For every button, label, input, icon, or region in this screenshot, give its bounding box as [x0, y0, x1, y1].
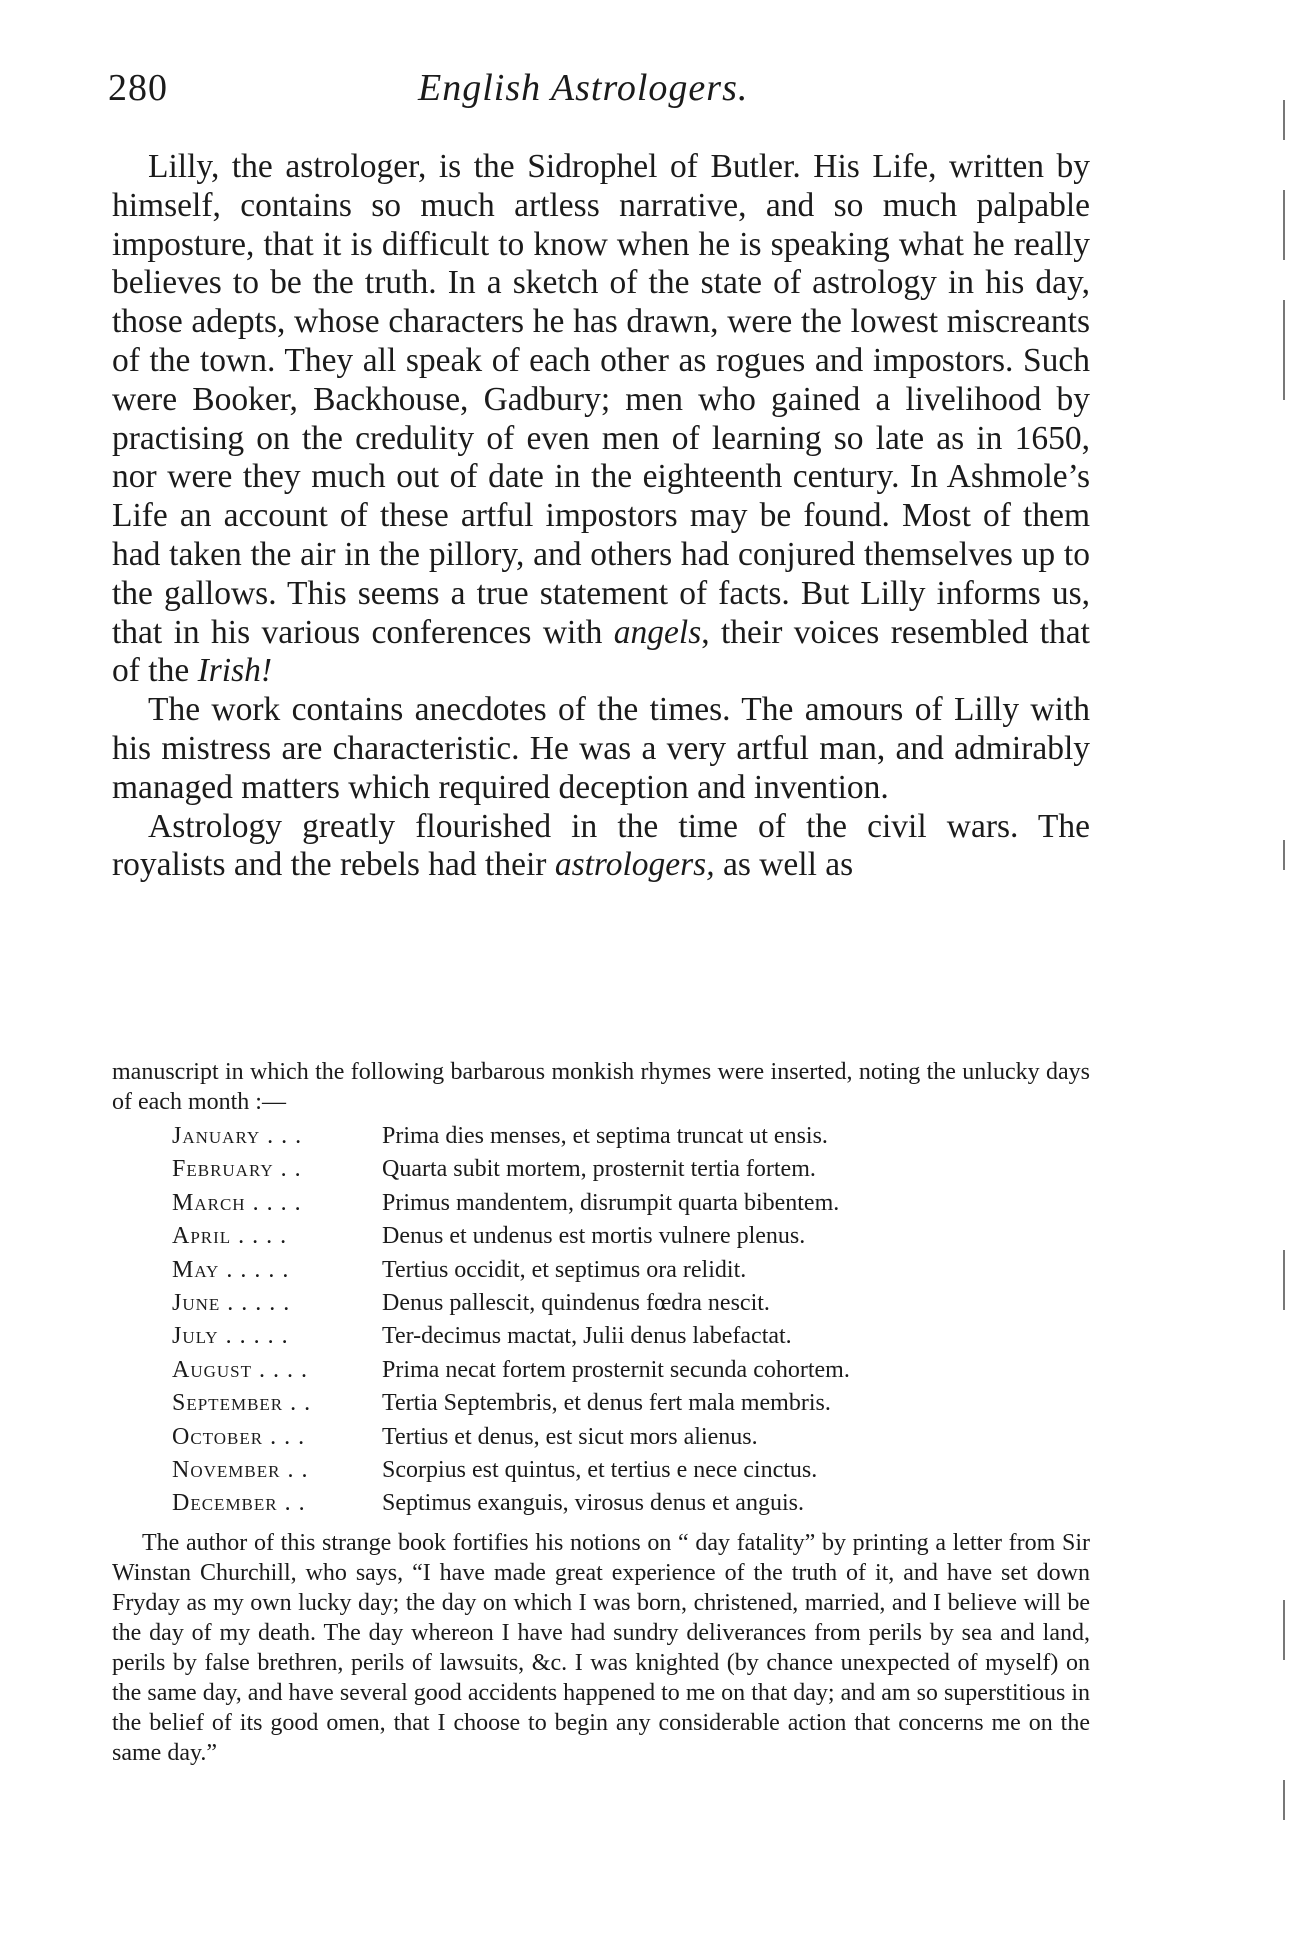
- month-verse: Tertius et denus, est sicut mors alienus.: [382, 1423, 758, 1450]
- running-head: [108, 66, 1088, 126]
- paragraph-text: as well as: [714, 846, 854, 884]
- italic-word: astrologers,: [554, 846, 715, 884]
- list-item: [172, 1355, 1042, 1388]
- italic-word: Irish!: [197, 652, 273, 690]
- list-item: [172, 1121, 1042, 1154]
- margin-mark: [1283, 300, 1285, 400]
- month-name: December . .: [172, 1490, 306, 1517]
- month-name: May . . . . .: [172, 1256, 290, 1283]
- list-item: [172, 1422, 1042, 1455]
- month-rhymes-list: [172, 1121, 1042, 1522]
- month-name: March . . . .: [172, 1189, 302, 1216]
- list-item: [172, 1255, 1042, 1288]
- month-verse: Prima dies menses, et septima truncat ut ensis.: [382, 1123, 828, 1149]
- footnote: [112, 1057, 1090, 1768]
- month-verse: Quarta subit mortem, prosternit tertia fortem.: [382, 1156, 816, 1183]
- month-name: September . .: [172, 1390, 312, 1417]
- month-name: August . . . .: [172, 1356, 309, 1383]
- month-verse: Denus et undenus est mortis vulnere plenus.: [382, 1223, 806, 1250]
- month-verse: Primus mandentem, disrumpit quarta bibentem.: [382, 1189, 840, 1216]
- month-verse: Prima necat fortem prosternit secunda cohortem.: [382, 1356, 850, 1383]
- month-verse: Denus pallescit, quindenus fœdra nescit.: [382, 1289, 770, 1316]
- month-name: November . .: [172, 1456, 309, 1483]
- month-verse: Septimus exanguis, virosus denus et anguis.: [382, 1490, 804, 1517]
- list-item: [172, 1321, 1042, 1354]
- paragraph-lilly: [112, 148, 1090, 691]
- running-title: English Astrologers.: [418, 67, 749, 109]
- list-item: [172, 1188, 1042, 1221]
- month-name: October . . .: [172, 1423, 306, 1450]
- month-name: January . . .: [172, 1123, 303, 1149]
- page-number: 280: [108, 67, 168, 109]
- italic-word: angels: [613, 613, 702, 651]
- list-item: [172, 1154, 1042, 1187]
- scan-margin-marks: [1283, 100, 1285, 1900]
- margin-mark: [1283, 190, 1285, 260]
- margin-mark: [1283, 1250, 1285, 1310]
- list-item: [172, 1455, 1042, 1488]
- paragraph-anecdotes: The work contains anecdotes of the times. The amours of Lilly with his mistress are characteristic. He was a very artful man, and admirably managed matters which required deception and invention.: [112, 691, 1090, 806]
- month-name: April . . . .: [172, 1223, 288, 1250]
- footnote-intro: manuscript in which the following barbarous monkish rhymes were inserted, noting the unlucky days of each month :—: [112, 1059, 1090, 1115]
- paragraph-text: Lilly, the astrologer, is the Sidrophel of Butler. His Life, written by himself, contains so much artless narrative, and so much palpable imposture, that it is difficult to know when he is speaking what he really believes to be the truth. In a sketch of the state of astrology in his day, those adepts, whose characters he has drawn, were the lowest miscreants of the town. They all speak of each other as rogues and impostors. Such were Booker, Backhouse, Gadbury; men who gained a livelihood by practising on the credulity of even men of learning so late as in 1650, nor were they much out of date in the eighteenth century. In Ashmole’s Life an account of these artful impostors may be found. Most of them had taken the air in the pillory, and others had conjured themselves up to the gallows. This seems a true statement of facts. But Lilly informs us, that in his various conferences with: [112, 148, 1090, 651]
- month-name: July . . . . .: [172, 1323, 289, 1350]
- main-text: [112, 148, 1090, 885]
- list-item: [172, 1288, 1042, 1321]
- month-verse: Tertius occidit, et septimus ora relidit.: [382, 1256, 747, 1283]
- paragraph-civil-wars: [112, 808, 1090, 886]
- margin-mark: [1283, 1780, 1285, 1820]
- month-verse: Scorpius est quintus, et tertius e nece cinctus.: [382, 1456, 818, 1483]
- paragraph-text: Astrology greatly flourished in the time of the civil wars. The royalists and the rebels had their: [112, 807, 1090, 884]
- paragraph-text: , their voices resembled that of the: [112, 613, 1090, 690]
- margin-mark: [1283, 100, 1285, 140]
- list-item: [172, 1388, 1042, 1421]
- month-name: February . .: [172, 1156, 302, 1183]
- month-verse: Ter-decimus mactat, Julii denus labefactat.: [382, 1323, 792, 1350]
- margin-mark: [1283, 1600, 1285, 1660]
- month-name: June . . . . .: [172, 1289, 291, 1316]
- month-verse: Tertia Septembris, et denus fert mala membris.: [382, 1390, 831, 1417]
- list-item: [172, 1488, 1042, 1521]
- footnote-closing: The author of this strange book fortifies his notions on “ day fatality” by printing a letter from Sir Winstan Churchill, who says, “I have made great experience of the truth of it, and have set down Fryday as my own lucky day; the day on which I was born, christened, married, and I believe will be the day of my death. The day whereon I have had sundry deliverances from perils by sea and land, perils by false brethren, perils of lawsuits, &c. I was knighted (by chance unexpected of myself) on the same day, and have several good accidents happened to me on that day; and am so superstitious in the belief of its good omen, that I choose to begin any considerable action that concerns me on the same day.”: [112, 1529, 1090, 1766]
- list-item: [172, 1221, 1042, 1254]
- margin-mark: [1283, 840, 1285, 870]
